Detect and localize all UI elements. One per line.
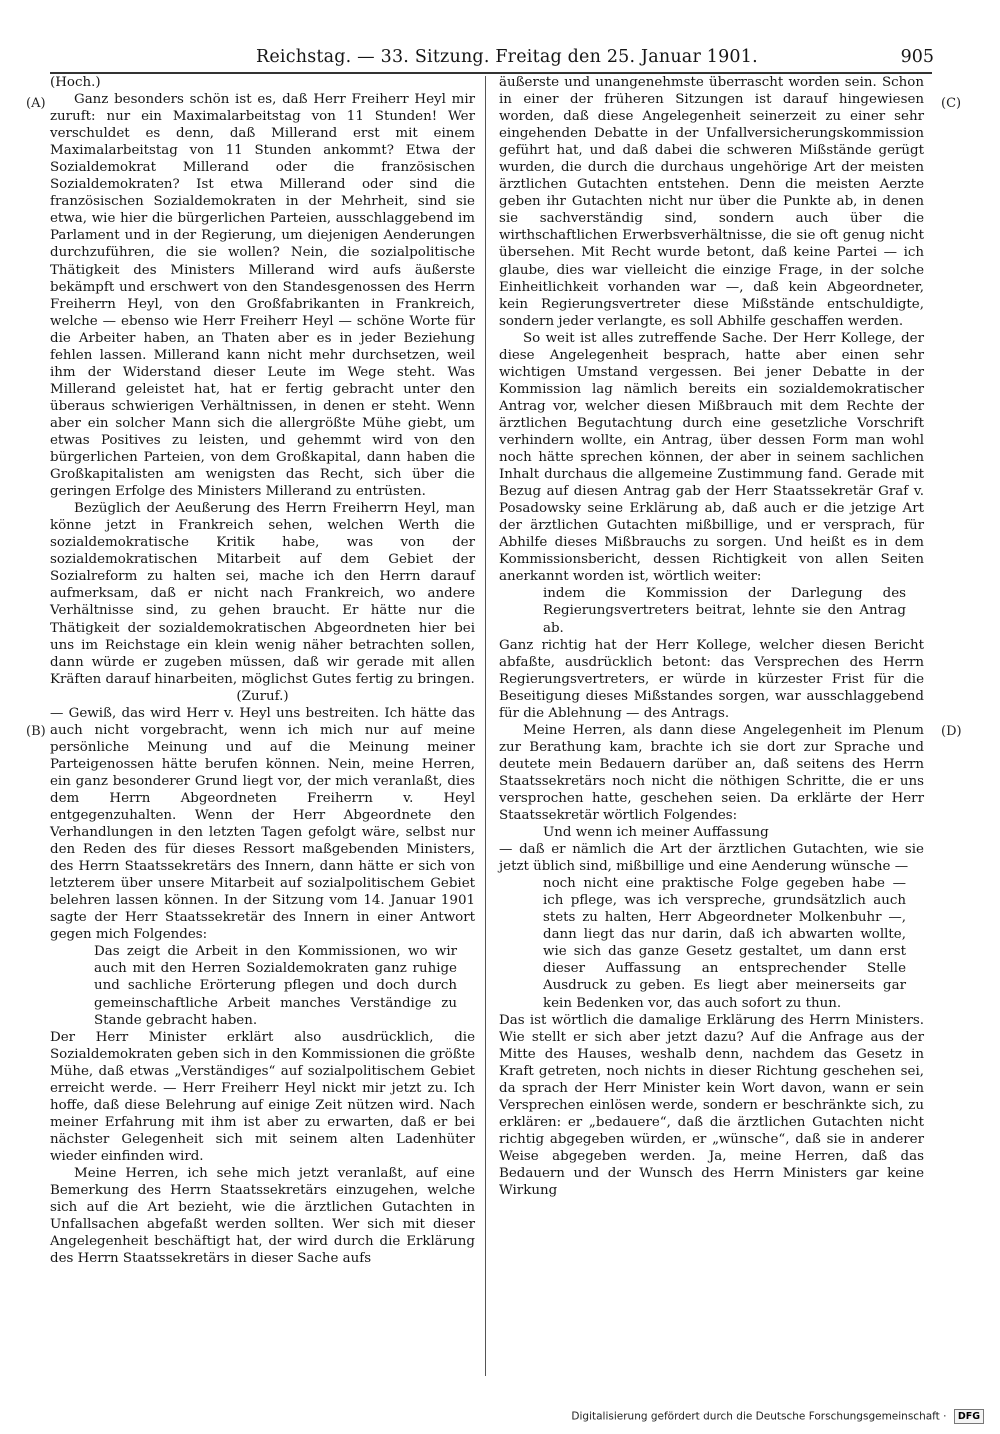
column-divider [485,76,486,1376]
block-quote [543,585,906,636]
quote-text: indem die Kommission der Darlegung des Regierungsvertreters beitrat, lehnte sie den Antrag ab. [543,586,906,636]
quote-text: noch nicht eine praktische Folge gegeben habe — ich pflege, was ich verspreche, grundsätzlich auch stets zu halten, Herr Abgeordneter Molkenbuhr —, dann liegt das nur darin, daß ich abwarten wollte, wie sich das ganze Gesetz gestaltet, um dann erst dieser Auffassung an entsprechender Stelle Ausdruck zu geben. Es liegt aber meinerseits gar kein Bedenken vor, das auch sofort zu thun. [543,876,906,1011]
right-column [499,74,924,1199]
paragraph: — Gewiß, das wird Herr v. Heyl uns bestreiten. Ich hätte das auch nicht vorgebracht, wenn ich mich nur auf meine persönliche Meinung und auf die Meinung meiner Parteigenossen hätte berufen können. Nein, meine Herren, ein ganz besonderer Grund liegt vor, der mich veranlaßt, dies dem Herrn Abgeordneten Freiherrn v. Heyl entgegenzuhalten. Wenn der Herr Abgeordnete den Verhandlungen in den letzten Tagen gefolgt wäre, selbst nur den Reden des für dieses Ressort maßgebenden Ministers, des Herrn Staatssekretärs des Innern, dann hätte er sich von letzterem über unsere Mitarbeit auf sozialpolitischem Gebiet belehren lassen können. In der Sitzung vom 14. Januar 1901 sagte der Herr Staatssekretär des Innern in einer Antwort gegen mich Folgendes: [50,705,475,943]
left-column [50,74,475,1267]
page-number: 905 [900,47,934,67]
block-quote [543,824,906,841]
paragraph: Ganz richtig hat der Herr Kollege, welcher diesen Bericht abfaßte, ausdrücklich betont: das Versprechen des Herrn Regierungsvertreters, er würde in kürzester Frist für die Beseitigung dieses Mißstandes sorgen, war ausschlaggebend für die Ablehnung — des Antrags. [499,637,924,721]
paragraph: Das ist wörtlich die damalige Erklärung des Herrn Ministers. Wie stellt er sich aber jetzt dazu? Auf die Anfrage aus der Mitte des Hauses, weshalb denn, nachdem das Gesetz in Kraft getreten, noch nichts in dieser Richtung geschehen sei, da sprach der Herr Minister kein Wort davon, wann er sein Versprechen einlösen werde, sondern er beschränkte sich, zu erklären: er „bedauere“, daß die ärztlichen Gutachten nicht richtig abgegeben würden, er „wünsche“, daß sie in anderer Weise abgegeben werden. Ja, meine Herren, daß das Bedauern und der Wunsch des Herrn Ministers gar keine Wirkung [499,1012,924,1199]
paragraph: äußerste und unangenehmste überrascht worden sein. Schon in einer der früheren Sitzungen ist darauf hingewiesen worden, daß diese Angelegenheit seinerzeit zu einer sehr eingehenden Debatte in der Unfallversicherungskommission geführt hat, und daß dabei die schweren Mißstände gerügt wurden, die durch die durchaus ungehörige Art der meisten ärztlichen Gutachten entstehen. Denn die meisten Aerzte geben ihr Gutachten nicht nur über die Punkte ab, in denen sie sachverständig sind, sondern auch über die wirthschaftlichen Erwerbsverhältnisse, die sie oft genug nicht übersehen. Mit Recht wurde betont, daß keine Partei — ich glaube, dies war vielleicht die einzige Frage, in der solche Einheitlichkeit vorhanden war —, daß kein Abgeordneter, kein Regierungsvertreter diese Mißstände entschuldigte, sondern jeder verlangte, es soll Abhilfe geschaffen werden. [499,75,924,329]
speaker-note: (Hoch.) [50,75,101,90]
quote-text: Das zeigt die Arbeit in den Kommissionen, wo wir auch mit den Herren Sozialdemokraten ganz ruhige und sachliche Erörterung pflegen und doch durch gemeinschaftliche Arbeit manches Verständige zu Stande gebracht haben. [94,944,457,1028]
margin-marker-c: (C) [941,96,962,111]
paragraph: So weit ist alles zutreffende Sache. Der Herr Kollege, der diese Angelegenheit besprach, hatte aber einen sehr wichtigen Umstand vergessen. Bei jener Debatte in der Kommission lag nämlich bereits ein sozialdemokratischer Antrag vor, welcher diesen Mißbrauch mit dem Rechte der ärztlichen Begutachtung durch eine gesetzliche Vorschrift verhindern wollte, ein Antrag, über dessen Form man wohl noch hätte sprechen können, der aber in seinem sachlichen Inhalt durchaus die allgemeine Zustimmung fand. Gerade mit Bezug auf diesen Antrag gab der Herr Staatssekretär Graf v. Posadowsky seine Erklärung ab, daß auch er die jetzige Art der ärztlichen Gutachten mißbillige, und er versprach, für Abhilfe dieses Mißbrauchs zu sorgen. Und heißt es in dem Kommissionsbericht, dessen Richtigkeit von allen Seiten anerkannt worden ist, wörtlich weiter: [499,330,924,585]
block-quote [94,943,457,1028]
paragraph: Meine Herren, als dann diese Angelegenheit im Plenum zur Berathung kam, brachte ich sie dort zur Sprache und deutete mein Bedauern darüber an, daß seitens des Herrn Staatssekretärs noch nicht die nöthigen Schritte, die er uns versprochen hatte, geschehen seien. Da erklärte der Herr Staatssekretär wörtlich Folgendes: [499,722,924,824]
block-quote [543,875,906,1011]
footer [571,1409,984,1425]
interjection: (Zuruf.) [236,688,289,704]
dfg-logo: DFG [954,1409,984,1424]
paragraph: Ganz besonders schön ist es, daß Herr Freiherr Heyl mir zuruft: nur ein Maximalarbeitstag von 11 Stunden! Wer verschuldet es denn, daß Millerand erst mit einem Maximalarbeitstag von 11 Stunden ankommt? Etwa der Sozialdemokrat Millerand oder die französischen Sozialdemokraten? Ist etwa Millerand oder sind die französischen Sozialdemokraten in der Mehrheit, sind sie etwa, wie hier die bürgerlichen Parteien, ausschlaggebend im Parlament und in der Regierung, um diejenigen Aenderungen durchzuführen, die sie wollen? Nein, die sozialpolitische Thätigkeit des Ministers Millerand wird aufs äußerste bekämpft und erschwert von den Standesgenossen des Herrn Freiherrn Heyl, von den Großfabrikanten in Frankreich, welche — ebenso wie Herr Freiherr Heyl — schöne Worte für die Arbeiter haben, an Thaten aber es in jeder Beziehung fehlen lassen. Millerand kann nicht mehr durchsetzen, weil ihm der Widerstand dieser Leute im Wege steht. Was Millerand geleistet hat, hat er fertig gebracht unter den überaus schwierigen Verhältnissen, in denen er steht. Wenn aber ein solcher Mann sich die allergrößte Mühe giebt, um etwas Positives zu leisten, und gehemmt wird von den bürgerlichen Parteien, von dem Großkapital, dann haben die Großkapitalisten am wenigsten das Recht, sich über die geringen Erfolge des Ministers Millerand zu entrüsten. [50,92,475,500]
paragraph: Der Herr Minister erklärt also ausdrücklich, die Sozialdemokraten geben sich in den Kommissionen die größte Mühe, daß etwas „Verständiges“ auf sozialpolitischem Gebiet erreicht werde. — Herr Freiherr Heyl nickt mir jetzt zu. Ich hoffe, daß diese Belehrung auf einige Zeit nützen wird. Nach meiner Erfahrung mit ihm ist aber zu erwarten, daß er bei nächster Gelegenheit sich mit seinem alten Ladenhüter wieder einfinden wird. [50,1029,475,1164]
margin-marker-d: (D) [941,724,962,739]
paragraph: Meine Herren, ich sehe mich jetzt veranlaßt, auf eine Bemerkung des Herrn Staatssekretärs einzugehen, welche sich auf die Art bezieht, wie die ärztlichen Gutachten in Unfallsachen abgefaßt werden sollten. Wer sich mit dieser Angelegenheit beschäftigt hat, der wird durch die Erklärung des Herrn Staatssekretärs in dieser Sache aufs [50,1166,475,1267]
quote-text: Und wenn ich meiner Auffassung [543,825,769,841]
funding-note: Digitalisierung gefördert durch die Deutsche Forschungsgemeinschaft · [571,1410,947,1423]
running-head: Reichstag. — 33. Sitzung. Freitag den 25. Januar 1901. [256,47,758,67]
running-header [248,44,948,70]
paragraph: Bezüglich der Aeußerung des Herrn Freiherrn Heyl, man könne jetzt in Frankreich sehen, welchen Werth die sozialdemokratische Kritik habe, was von der sozialdemokratischen Mitarbeit auf dem Gebiet der Sozialreform zu halten sei, mache ich den Herrn darauf aufmerksam, daß er nicht nach Frankreich, wo andere Verhältnisse sind, zu gehen braucht. Er hätte nur die Thätigkeit der sozialdemokratischen Abgeordneten hier bei uns im Reichstage ein klein wenig näher betrachten sollen, dann würde er zugeben müssen, daß wir gerade mit allen Kräften darauf hinarbeiten, möglichst Gutes fertig zu bringen. [50,501,475,687]
margin-marker-b: (B) [26,724,46,739]
paragraph: — daß er nämlich die Art der ärztlichen Gutachten, wie sie jetzt üblich sind, mißbillige und eine Aenderung wünsche — [499,842,924,875]
margin-marker-a: (A) [26,96,46,111]
